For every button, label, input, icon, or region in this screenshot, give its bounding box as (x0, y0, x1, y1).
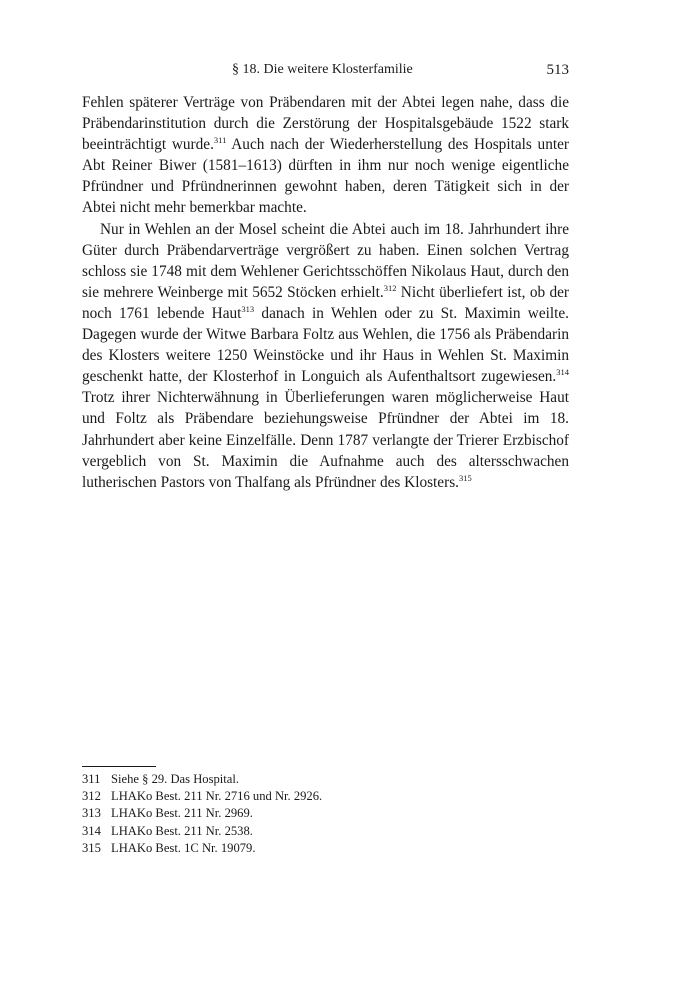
body-paragraph (82, 92, 569, 219)
footnote-entry (82, 805, 569, 822)
footnote-reference[interactable]: 315 (458, 472, 472, 483)
footnote-reference[interactable]: 312 (383, 282, 397, 293)
footnote-entry (82, 823, 569, 840)
page-number: 513 (546, 62, 569, 78)
paragraph-text: Trotz ihrer Nichterwähnung in Überlieferungen waren möglicherweise Haut und Foltz als Präbendare beziehungsweise Pfründner der Abtei im 18. Jahrhundert aber keine Einzelfälle. Denn 1787 verlangte der Trierer Erzbischof vergeblich von St. Maximin die Aufnahme auch des altersschwachen lutherischen Pastors von Thalfang als Pfründner des Klosters. (82, 389, 569, 491)
footnote-reference[interactable]: 314 (556, 367, 569, 378)
footnote-text: LHAKo Best. 211 Nr. 2969. (111, 806, 253, 821)
footnote-number: 311 (82, 772, 101, 786)
chapter-heading: § 18. Die weitere Klosterfamilie (232, 62, 413, 77)
paragraph-text: danach in Wehlen oder zu St. Maximin weilte. Dagegen wurde der Witwe Barbara Foltz aus Wehlen, die 1756 als Präbendarin des Klosters weitere 1250 Weinstöcke und ihr Haus in Wehlen St. Maximin geschenkt hatte, der Klosterhof in Longuich als Aufenthaltsort zugewiesen. (82, 304, 569, 386)
body-text (82, 92, 569, 493)
paragraph-text: Nur in Wehlen an der Mosel scheint die Abtei auch im 18. Jahrhundert ihre Güter durch Präbendarverträge vergrößert zu haben. Einen solchen Vertrag schloss sie 1748 mit dem Wehlener Gerichtsschöffen Nikolaus Haut, durch den sie mehrere Weinberge mit 5652 Stöcken erhielt. (82, 220, 569, 301)
footnote-number: 314 (82, 823, 101, 838)
running-head (82, 62, 569, 82)
footnote-text: Siehe § 29. Das Hospital. (111, 772, 240, 786)
footnote-text: LHAKo Best. 1C Nr. 19079. (111, 840, 256, 855)
paragraph-text: Auch nach der Wiederherstellung des Hospitals unter Abt Reiner Biwer (1581–1613) dürften in ihm nur noch wenige eigentliche Pfründner und Pfründnerinnen gewohnt haben, deren Tätigkeit sich in der Abtei nicht mehr bemerkbar machte. (82, 136, 569, 217)
footnotes (82, 771, 569, 857)
footnote-number: 315 (82, 840, 101, 855)
footnote-entry (82, 840, 569, 857)
footnote-number: 313 (82, 806, 101, 821)
footnote-text: LHAKo Best. 211 Nr. 2716 und Nr. 2926. (111, 789, 323, 804)
paragraph-text: Fehlen späterer Verträge von Präbendaren mit der Abtei legen nahe, dass die Präbendarinstitution durch die Zerstörung der Hospitalsgebäude 1522 stark beeinträchtigt wurde. (82, 94, 569, 154)
footnote-text: LHAKo Best. 211 Nr. 2538. (111, 823, 253, 838)
footnote-separator (82, 766, 156, 767)
footnote-entry (82, 788, 569, 805)
footnote-reference[interactable]: 311 (213, 135, 227, 146)
body-paragraph (82, 219, 569, 493)
footnote-entry (82, 771, 569, 788)
footnote-reference[interactable]: 313 (241, 303, 255, 314)
paragraph-text: Nicht überliefert ist, ob der noch 1761 lebende Haut (82, 283, 569, 322)
footnote-number: 312 (82, 789, 101, 804)
